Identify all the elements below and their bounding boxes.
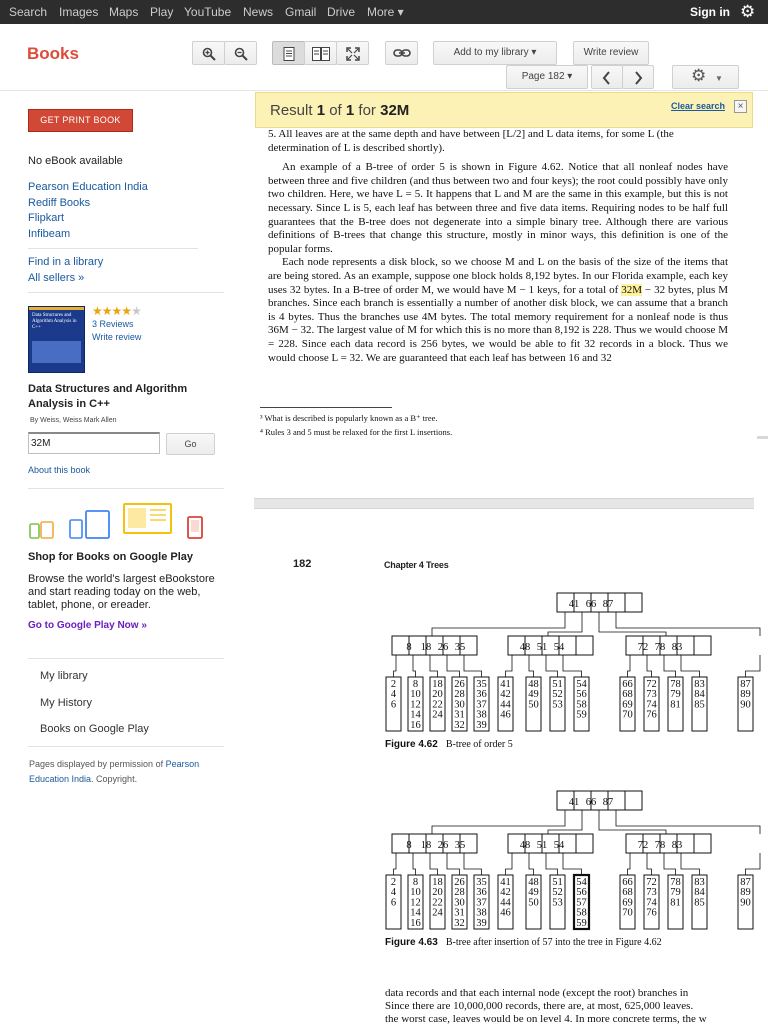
gear-icon: ⚙	[691, 66, 707, 85]
star-icon: ★	[121, 304, 132, 318]
tree-key: 38	[476, 907, 487, 919]
tree-key: 10	[410, 689, 421, 701]
search-result-bar	[255, 92, 753, 128]
tree-key: 41	[500, 679, 511, 690]
tree-key: 72	[637, 642, 649, 653]
paragraph-text: − 32 bytes, plus M branches. Since each branch is essentially a number of another disk block, we can assume that a branch is 4 bytes. Thus the branches use 4M bytes. The total memory requirement for a nonleaf node is thus 36M − 32. The largest value of M for which this is no more than 8,192 is 228. Thus we would choose M = 228. Since each data record is 256 bytes, we would be able to fit 32 records in a block. Thus we would choose L = 32. We are guaranteed that each leaf has between 16 and 32	[268, 283, 728, 364]
nav-search[interactable]: Search	[9, 5, 48, 19]
star-icon: ★	[92, 304, 102, 318]
seller-link[interactable]: Pearson Education India	[28, 181, 148, 193]
tree-key: 32	[454, 917, 465, 929]
tree-edge	[413, 853, 416, 875]
tree-key: 76	[646, 709, 657, 721]
tree-key: 50	[528, 699, 539, 711]
tree-edge	[464, 853, 482, 875]
tree-key: 51	[536, 840, 548, 851]
tree-key: 35	[454, 840, 466, 851]
footnote: ⁴ Rules 3 and 5 must be relaxed for the first L insertions.	[260, 427, 453, 437]
tree-key: 39	[476, 917, 487, 929]
tree-key: 78	[670, 877, 681, 888]
publisher-link[interactable]: Pearson Education India	[29, 759, 200, 784]
tree-key: 42	[500, 887, 511, 899]
tree-key: 54	[576, 679, 587, 690]
tree-key: 35	[476, 679, 487, 690]
permission-notice	[29, 757, 229, 787]
tablet-icon	[86, 511, 109, 538]
footnote: ³ What is described is popularly known as a B⁺ tree.	[260, 413, 438, 423]
phone-icon	[41, 522, 53, 538]
tree-key: 18	[420, 642, 432, 653]
two-page-view-button[interactable]	[304, 41, 337, 65]
tree-key: 28	[454, 887, 465, 899]
result-total: 1	[345, 102, 355, 119]
tree-key: 52	[552, 887, 563, 899]
paragraph-text: Each node represents a disk block, so we choose M and L on the basis of the size of the items that are being stored. As an example, suppose one block holds 8,192 bytes. In our Florida example, each key uses 32 bytes. In a B-tree of order M, we would have M − 1 keys, for a total of	[268, 256, 728, 296]
tree-key: 36	[476, 887, 487, 899]
nav-drive[interactable]: Drive	[327, 5, 356, 19]
tree-edge	[681, 655, 700, 677]
sidebar	[0, 91, 250, 1024]
tree-key: 79	[670, 887, 681, 899]
tree-key: 57	[576, 897, 587, 909]
tree-key: 89	[740, 887, 751, 899]
tree-key: 36	[476, 689, 487, 701]
tree-edge	[464, 655, 482, 677]
cover-strip	[29, 307, 84, 310]
tree-key: 38	[476, 709, 487, 721]
tree-key: 32	[454, 719, 465, 731]
tree-key: 66	[622, 679, 633, 690]
tree-key: 74	[646, 897, 657, 909]
figure-caption-text: B-tree of order 5	[445, 739, 513, 750]
tree-key: 81	[670, 897, 681, 909]
my-history-link[interactable]: My History	[40, 697, 92, 709]
tree-key: 66	[622, 877, 633, 888]
tree-edge	[628, 853, 631, 875]
tree-key: 39	[476, 719, 487, 731]
tree-key: 83	[694, 877, 705, 888]
link-button[interactable]	[385, 41, 418, 65]
tree-edge	[447, 853, 460, 875]
monitor-screen	[128, 508, 146, 528]
tree-key: 53	[552, 699, 563, 711]
tree-key: 87	[740, 877, 751, 888]
tree-key: 2	[390, 877, 397, 888]
no-ebook-text: No eBook available	[28, 155, 123, 167]
tree-key: 54	[576, 877, 587, 888]
tree-key: 44	[500, 699, 511, 711]
all-sellers-link[interactable]: All sellers »	[28, 272, 85, 284]
shop-title: Shop for Books on Google Play	[28, 551, 194, 563]
tree-edge	[628, 655, 631, 677]
tree-edge	[546, 853, 558, 875]
tree-edge	[563, 655, 582, 677]
figure-caption-text: B-tree after insertion of 57 into the tree in Figure 4.62	[445, 937, 662, 948]
result-of: of	[329, 102, 342, 119]
tree-key: 30	[454, 699, 465, 711]
tree-key: 18	[432, 679, 443, 690]
tree-key: 26	[437, 840, 449, 851]
tree-key: 70	[622, 907, 633, 919]
book-viewer	[250, 91, 768, 1024]
tree-edge	[506, 655, 513, 677]
google-top-bar	[0, 0, 768, 24]
tree-key: 48	[519, 642, 531, 653]
figure-label: Figure 4.62	[385, 739, 438, 750]
tree-key: 78	[654, 642, 666, 653]
divider	[28, 658, 224, 659]
devices-illustration	[28, 502, 210, 542]
tree-key: 69	[622, 699, 633, 711]
text-line: Since there are 10,000,000 records, there are, at most, 625,000 leaves.	[385, 1000, 694, 1012]
tree-key: 8	[406, 642, 412, 653]
tree-key: 48	[519, 840, 531, 851]
divider	[28, 746, 224, 747]
result-for: for	[358, 102, 376, 119]
footnotes	[260, 411, 452, 439]
gear-icon[interactable]: ⚙	[740, 2, 756, 21]
tree-key: 52	[552, 689, 563, 701]
tree-key: 37	[476, 699, 487, 711]
tree-key: 83	[671, 840, 683, 851]
tree-edge	[430, 655, 438, 677]
book-title: Data Structures and Algorithm Analysis in C++	[28, 383, 188, 410]
tree-edge	[432, 810, 565, 834]
rating-stars	[92, 304, 141, 318]
tree-key: 58	[576, 699, 587, 711]
star-icon: ★	[101, 304, 112, 318]
tree-key: 54	[553, 840, 565, 851]
cover-art	[32, 341, 81, 363]
text-line: the worst case, leaves would be on level 4. In more concrete terms, the w	[385, 1013, 707, 1024]
nav-gmail[interactable]: Gmail	[285, 5, 317, 19]
tree-edge	[506, 853, 513, 875]
chevron-down-icon: ▼	[715, 74, 723, 83]
single-page-icon	[283, 47, 295, 61]
list-item-5: 5. All leaves are at the same depth and have between [L/2] and L data items, for some L (the determination of L is described shortly).	[268, 128, 674, 154]
search-highlight: 32M	[621, 283, 642, 296]
zoom-out-button[interactable]	[224, 41, 257, 65]
figure-label: Figure 4.63	[385, 937, 438, 948]
result-text	[270, 102, 409, 119]
tree-edge	[546, 655, 558, 677]
nav-play[interactable]: Play	[150, 5, 174, 19]
tree-key: 49	[528, 689, 539, 701]
tree-key: 85	[694, 897, 705, 909]
tree-key: 48	[528, 877, 539, 888]
permission-end: . Copyright.	[91, 774, 138, 784]
result-prefix: Result	[270, 102, 313, 119]
tree-key: 8	[412, 679, 419, 690]
tree-key: 50	[528, 897, 539, 909]
page-text-continued	[385, 987, 765, 1024]
reviews-link[interactable]: 3 Reviews	[92, 319, 134, 329]
tree-edge	[529, 853, 534, 875]
tree-key: 16	[410, 719, 421, 731]
tree-edge	[616, 810, 760, 834]
tree-key: 41	[500, 877, 511, 888]
zoom-out-icon	[234, 47, 248, 61]
tree-key: 76	[646, 907, 657, 919]
about-this-book-link[interactable]: About this book	[28, 465, 91, 475]
nav-youtube[interactable]: YouTube	[184, 5, 232, 19]
tree-key: 59	[576, 709, 587, 721]
tree-key: 73	[646, 887, 657, 899]
tree-key: 66	[585, 599, 597, 610]
prev-page-button[interactable]	[591, 65, 623, 89]
prev-page-icon	[602, 71, 612, 85]
result-query: 32M	[380, 102, 410, 119]
tree-edge	[599, 810, 666, 834]
books-logo[interactable]: Books	[27, 44, 79, 63]
tree-edge	[447, 655, 460, 677]
tree-key: 16	[410, 917, 421, 929]
tree-edge	[664, 853, 676, 875]
page-text	[268, 128, 728, 365]
tree-key: 78	[654, 840, 666, 851]
tree-key: 74	[646, 699, 657, 711]
two-page-icon	[312, 47, 330, 61]
search-in-book-input[interactable]	[28, 432, 160, 454]
tree-key: 87	[602, 599, 614, 610]
tree-key: 22	[432, 897, 443, 909]
tree-key: 84	[694, 689, 705, 701]
tree-key: 51	[536, 642, 548, 653]
tree-key: 68	[622, 689, 633, 701]
books-on-google-play-link[interactable]: Books on Google Play	[40, 723, 149, 735]
paragraph	[268, 256, 728, 365]
tree-key: 66	[585, 797, 597, 808]
tree-edge	[746, 853, 761, 875]
nav-images[interactable]: Images	[59, 5, 99, 19]
tree-key: 72	[646, 679, 657, 690]
star-icon: ★	[111, 304, 122, 318]
close-icon[interactable]: ×	[734, 100, 747, 113]
cover-title: Data Structures and Algorithm Analysis in C++	[32, 313, 77, 330]
tree-key: 83	[671, 642, 683, 653]
single-page-view-button[interactable]	[272, 41, 305, 65]
tree-edge	[563, 853, 582, 875]
btree-figure-462	[250, 589, 768, 734]
tree-key: 44	[500, 897, 511, 909]
tree-key: 18	[420, 840, 432, 851]
tree-key: 35	[476, 877, 487, 888]
tree-key: 24	[432, 709, 443, 721]
find-in-library-link[interactable]: Find in a library	[28, 256, 104, 268]
tree-edge	[647, 853, 652, 875]
tree-key: 51	[552, 679, 563, 690]
tree-key: 20	[432, 689, 443, 701]
my-library-link[interactable]: My library	[40, 670, 88, 682]
tree-key: 89	[740, 689, 751, 701]
tree-key: 26	[454, 679, 465, 690]
nav-maps[interactable]: Maps	[109, 5, 139, 19]
tree-key: 4	[390, 887, 397, 899]
get-print-book-button[interactable]: GET PRINT BOOK	[28, 109, 133, 132]
divider	[28, 488, 224, 489]
next-page-button[interactable]	[622, 65, 654, 89]
tree-key: 14	[410, 907, 421, 919]
tree-key: 69	[622, 897, 633, 909]
tree-edge	[746, 655, 761, 677]
divider	[28, 248, 198, 249]
tree-edge	[664, 655, 676, 677]
tree-key: 31	[454, 709, 465, 721]
book-authors: By Weiss, Weiss Mark Allen	[30, 417, 117, 424]
tree-key: 8	[406, 840, 412, 851]
zoom-in-icon	[202, 47, 216, 61]
text-line: data records and that each internal node (except the root) branches in	[385, 987, 689, 999]
tree-key: 68	[622, 887, 633, 899]
tree-key: 72	[637, 840, 649, 851]
tree-key: 81	[670, 699, 681, 711]
tree-key: 87	[740, 679, 751, 690]
zoom-in-button[interactable]	[192, 41, 225, 65]
tree-key: 37	[476, 897, 487, 909]
result-index: 1	[316, 102, 326, 119]
tree-key: 26	[437, 642, 449, 653]
tree-key: 58	[576, 907, 587, 919]
figure-caption	[385, 937, 662, 948]
google-play-link[interactable]: Go to Google Play Now »	[28, 620, 147, 631]
tree-key: 14	[410, 709, 421, 721]
go-button[interactable]: Go	[166, 433, 215, 455]
tree-key: 6	[390, 897, 397, 909]
seller-link[interactable]: Infibeam	[28, 228, 71, 240]
book-cover[interactable]	[28, 306, 85, 373]
seller-link[interactable]: Flipkart	[28, 212, 65, 224]
ereader-screen	[191, 520, 199, 532]
tree-key: 41	[568, 797, 580, 808]
tree-key: 72	[646, 877, 657, 888]
scroll-marker	[757, 436, 768, 439]
tree-key: 59	[576, 917, 587, 929]
tree-key: 78	[670, 679, 681, 690]
tree-key: 12	[410, 699, 421, 711]
tree-edge	[394, 853, 397, 875]
paragraph: An example of a B-tree of order 5 is shown in Figure 4.62. Notice that all nonleaf nodes have between three and five children (and thus between two and four keys); the root could possibly have only two children. Here, we have L = 5. It happens that L and M are the same in this example, but this is not necessary. Since L is 5, each leaf has between three and five data items. Requiring nodes to be half full guarantees that the B-tree does not degenerate into a simple binary tree. Although there are various definitions of B-trees that change this structure, mostly in minor ways, this definition is one of the popular forms.	[268, 161, 728, 255]
tree-edge	[647, 655, 652, 677]
tree-key: 53	[552, 897, 563, 909]
tree-key: 54	[553, 642, 565, 653]
add-to-library-button[interactable]: Add to my library ▾	[433, 41, 557, 65]
tree-key: 31	[454, 907, 465, 919]
tree-key: 41	[568, 599, 580, 610]
write-review-button[interactable]: Write review	[573, 41, 649, 65]
tree-key: 70	[622, 709, 633, 721]
tree-key: 24	[432, 907, 443, 919]
tree-edge	[432, 612, 565, 636]
tree-key: 84	[694, 887, 705, 899]
tree-key: 83	[694, 679, 705, 690]
tree-key: 22	[432, 699, 443, 711]
tree-key: 4	[390, 689, 397, 701]
tree-key: 79	[670, 689, 681, 701]
fullscreen-button[interactable]	[336, 41, 369, 65]
books-header	[0, 24, 768, 91]
seller-link[interactable]: Rediff Books	[28, 197, 91, 209]
sign-in-link[interactable]: Sign in	[690, 5, 730, 19]
tree-key: 56	[576, 887, 587, 899]
write-review-link[interactable]: Write review	[92, 332, 142, 342]
phone-icon	[30, 524, 39, 538]
chapter-heading: Chapter 4 Trees	[384, 560, 449, 570]
page-select[interactable]: Page 182 ▾	[506, 65, 588, 89]
tree-key: 87	[602, 797, 614, 808]
link-icon	[393, 47, 411, 59]
footnote-rule	[260, 407, 392, 408]
tree-edge	[681, 853, 700, 875]
tree-edge	[413, 655, 416, 677]
tree-key: 56	[576, 689, 587, 701]
tree-key: 48	[528, 679, 539, 690]
shop-description: Browse the world's largest eBookstore and start reading today on the web, tablet, phone, or ereader.	[28, 573, 215, 611]
tree-key: 2	[390, 679, 397, 690]
next-page-icon	[633, 71, 643, 85]
tree-key: 85	[694, 699, 705, 711]
nav-more[interactable]: More ▾	[367, 5, 404, 19]
tree-key: 30	[454, 897, 465, 909]
nav-news[interactable]: News	[243, 5, 274, 19]
tree-key: 6	[390, 699, 397, 711]
fullscreen-icon	[346, 47, 360, 61]
tree-key: 42	[500, 689, 511, 701]
tree-key: 18	[432, 877, 443, 888]
tree-key: 8	[412, 877, 419, 888]
tree-key: 28	[454, 689, 465, 701]
page-number: 182	[293, 558, 312, 570]
btree-figure-463	[250, 787, 768, 932]
tree-edge	[529, 655, 534, 677]
page-separator	[254, 498, 754, 509]
clear-search-link[interactable]: Clear search	[671, 101, 726, 111]
tree-key: 12	[410, 897, 421, 909]
settings-menu-button[interactable]	[672, 65, 739, 89]
divider	[28, 292, 224, 293]
tree-key: 35	[454, 642, 466, 653]
tree-edge	[599, 612, 666, 636]
tree-key: 90	[740, 699, 751, 711]
permission-text: Pages displayed by permission of	[29, 759, 164, 769]
star-icon: ★	[131, 304, 141, 318]
tree-key: 46	[500, 709, 511, 721]
tree-edge	[616, 612, 760, 636]
tree-key: 10	[410, 887, 421, 899]
tree-key: 26	[454, 877, 465, 888]
figure-caption	[385, 739, 513, 750]
tree-key: 90	[740, 897, 751, 909]
tree-key: 51	[552, 877, 563, 888]
tree-edge	[394, 655, 397, 677]
phone-icon	[70, 520, 82, 538]
tree-key: 20	[432, 887, 443, 899]
tree-key: 46	[500, 907, 511, 919]
tree-key: 49	[528, 887, 539, 899]
tree-key: 73	[646, 689, 657, 701]
tree-edge	[430, 853, 438, 875]
